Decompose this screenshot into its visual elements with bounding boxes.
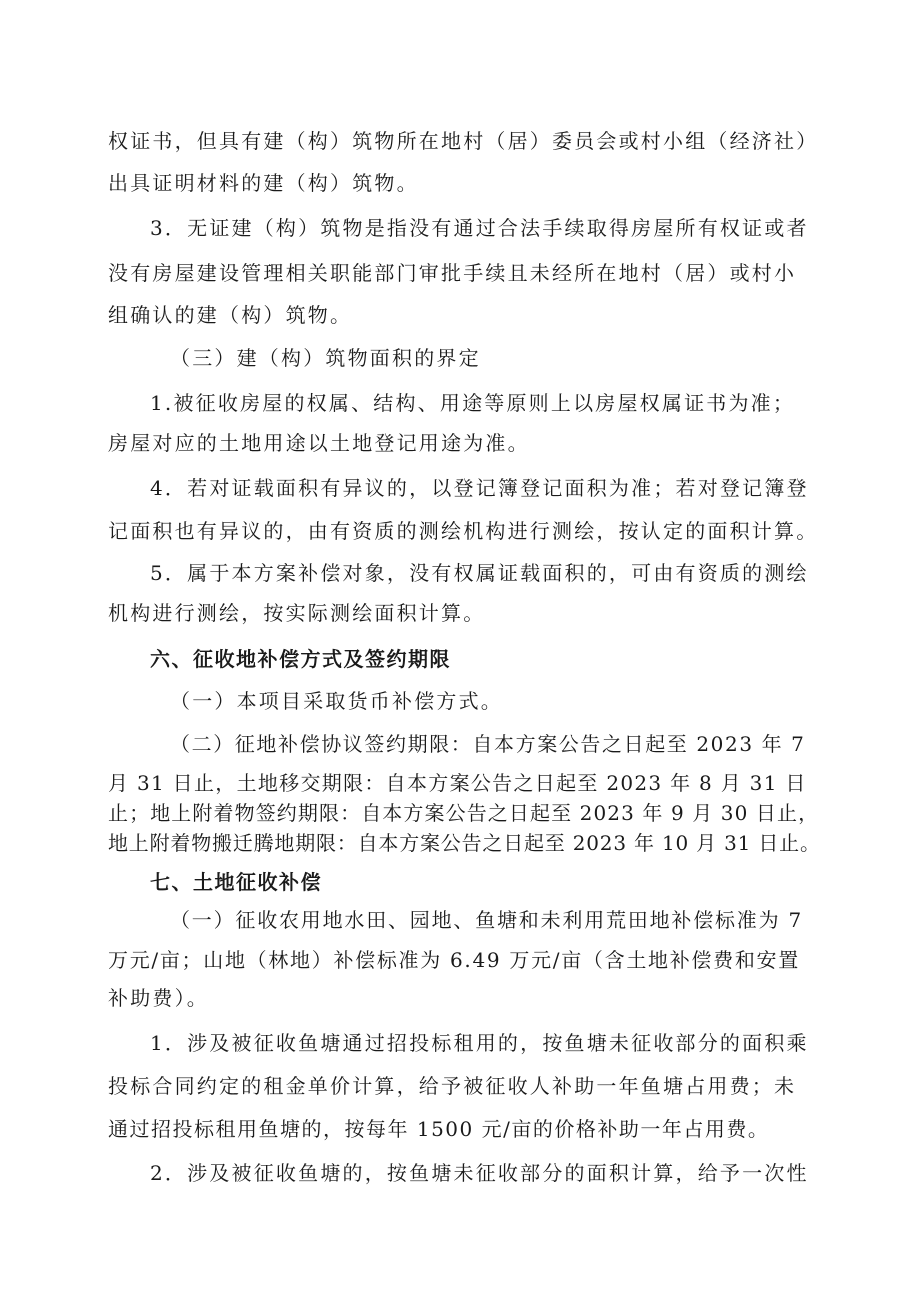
body-text-line: 补助费）。 — [108, 986, 209, 1010]
body-text-line: （二）征地补偿协议签约期限：自本方案公告之日起至 2023 年 7 — [170, 732, 806, 756]
body-text-line: 房屋对应的土地用途以土地登记用途为准。 — [108, 431, 530, 455]
body-text-line: 没有房屋建设管理相关职能部门审批手续且未经所在地村（居）或村小 — [108, 261, 797, 285]
body-text-line: 组确认的建（构）筑物。 — [108, 303, 353, 327]
body-text-line: 月 31 日止，土地移交期限：自本方案公告之日起至 2023 年 8 月 31 日 — [108, 771, 807, 795]
body-text-line: 权证书，但具有建（构）筑物所在地村（居）委员会或村小组（经济社） — [108, 129, 819, 153]
body-text-line: 万元/亩；山地（林地）补偿标准为 6.49 万元/亩（含土地补偿费和安置 — [108, 948, 800, 972]
section-heading: 七、土地征收补偿 — [150, 870, 322, 894]
body-text-line: 机构进行测绘，按实际测绘面积计算。 — [108, 601, 486, 625]
body-text-line: 3．无证建（构）筑物是指没有通过合法手续取得房屋所有权证或者 — [150, 216, 809, 240]
body-text-line: （一）征收农用地水田、园地、鱼塘和未利用荒田地补偿标准为 7 — [170, 908, 804, 932]
body-text-line: 通过招投标租用鱼塘的，按每年 1500 元/亩的价格补助一年占用费。 — [108, 1117, 770, 1141]
body-text-line: 止；地上附着物签约期限：自本方案公告之日起至 2023 年 9 月 30 日止， — [108, 801, 820, 825]
body-text-line: 投标合同约定的租金单价计算，给予被征收人补助一年鱼塘占用费；未 — [108, 1074, 797, 1098]
body-text-line: 地上附着物搬迁腾地期限：自本方案公告之日起至 2023 年 10 月 31 日止。 — [108, 831, 821, 855]
body-text-line: （一）本项目采取货币补偿方式。 — [170, 689, 503, 713]
body-text-line: 出具证明材料的建（构）筑物。 — [108, 171, 419, 195]
body-text-line: 5．属于本方案补偿对象，没有权属证载面积的，可由有资质的测绘 — [150, 561, 809, 585]
body-text-line: 2．涉及被征收鱼塘的，按鱼塘未征收部分的面积计算，给予一次性 — [150, 1161, 809, 1185]
body-text-line: 1．涉及被征收鱼塘通过招投标租用的，按鱼塘未征收部分的面积乘 — [150, 1031, 809, 1055]
section-heading: 六、征收地补偿方式及签约期限 — [150, 647, 451, 671]
section-subheading: （三）建（构）筑物面积的界定 — [170, 346, 481, 370]
body-text-line: 记面积也有异议的，由有资质的测绘机构进行测绘，按认定的面积计算。 — [108, 519, 819, 543]
body-text-line: 1.被征收房屋的权属、结构、用途等原则上以房屋权属证书为准； — [150, 391, 796, 415]
body-text-line: 4．若对证载面积有异议的，以登记簿登记面积为准；若对登记簿登 — [150, 476, 809, 500]
